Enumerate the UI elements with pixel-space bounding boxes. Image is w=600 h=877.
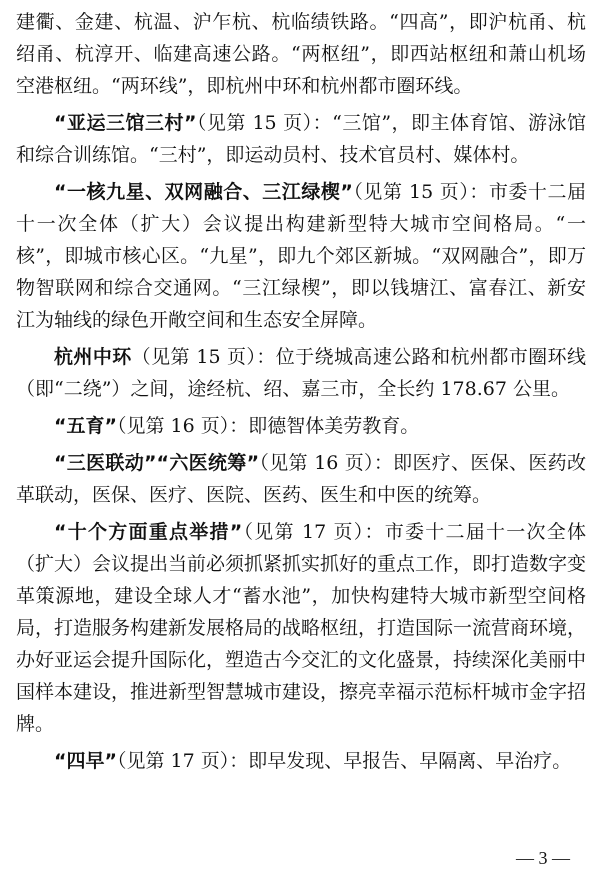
paragraph-asian-games-venues: [16, 107, 586, 171]
page-reference: （见第 17 页）：: [116, 750, 249, 772]
term-heading: “四早”: [54, 750, 117, 772]
paragraph-four-early: [16, 745, 586, 777]
paragraph-body: 即早发现、早报告、早隔离、早治疗。: [248, 750, 572, 772]
term-heading: “十个方面重点举措”: [54, 521, 243, 543]
paragraph-body: 市委十二届十一次全体（扩大）会议提出当前必须抓紧抓实抓好的重点工作，即打造数字变革策源地，建设全球人才“蓄水池”，加快构建特大城市新型空间格局，打造服务构建新发展格局的战略枢纽，打造国际一流营商环境，办好亚运会提升国际化，塑造古今交汇的文化盛景，持续深化美丽中国样本建设，推进新型智慧城市建设，擦亮幸福示范标杆城市金字招牌。: [16, 521, 587, 735]
paragraph-body: 建衢、金建、杭温、沪乍杭、杭临绩铁路。“四高”，即沪杭甬、杭绍甬、杭淳开、临建高速公路。“两枢纽”，即西站枢纽和萧山机场空港枢纽。“两环线”，即杭州中环和杭州都市圈环线。: [16, 11, 586, 97]
page-reference: （见第 15 页）：: [131, 346, 276, 368]
page-reference: （见第 15 页）：: [352, 181, 489, 203]
page-reference: （见第 16 页）：: [259, 452, 394, 474]
term-heading: 杭州中环: [54, 346, 132, 368]
page-reference: （见第 16 页）：: [116, 415, 249, 437]
term-heading: “五育”: [54, 415, 117, 437]
paragraph-body: “三馆”，即主体育馆、游泳馆和综合训练馆。“三村”，即运动员村、技术官员村、媒体村。: [16, 112, 586, 166]
paragraph-body: 市委十二届十一次全体（扩大）会议提出构建新型特大城市空间格局。“一核”，即城市核心区。“九星”，即九个郊区新城。“双网融合”，即万物智联网和综合交通网。“三江绿楔”，即以钱塘江、富春江、新安江为轴线的绿色开敞空间和生态安全屏障。: [16, 181, 586, 331]
paragraph-five-education: [16, 410, 586, 442]
paragraph-ten-key-measures: [16, 516, 586, 740]
paragraph-continuation: [16, 6, 586, 102]
paragraph-body: 位于绕城高速公路和杭州都市圈环线（即“二绕”）之间，途经杭、绍、嘉三市，全长约 178.67 公里。: [16, 346, 586, 400]
page-number: — 3 —: [516, 848, 570, 868]
paragraph-hangzhou-middle-ring: [16, 341, 586, 405]
page-reference: （见第 17 页）：: [242, 521, 385, 543]
paragraph-body: 即医疗、医保、医药改革联动，医保、医疗、医院、医药、医生和中医的统筹。: [16, 452, 586, 506]
term-heading: “三医联动”“六医统筹”: [54, 452, 260, 474]
document-page: [16, 6, 586, 782]
paragraph-body: 即德智体美劳教育。: [248, 415, 420, 437]
page-reference: （见第 15 页）：: [196, 112, 333, 134]
term-heading: “一核九星、双网融合、三江绿楔”: [54, 181, 353, 203]
paragraph-medical-linkage: [16, 447, 586, 511]
paragraph-city-spatial-pattern: [16, 176, 586, 336]
term-heading: “亚运三馆三村”: [54, 112, 197, 134]
